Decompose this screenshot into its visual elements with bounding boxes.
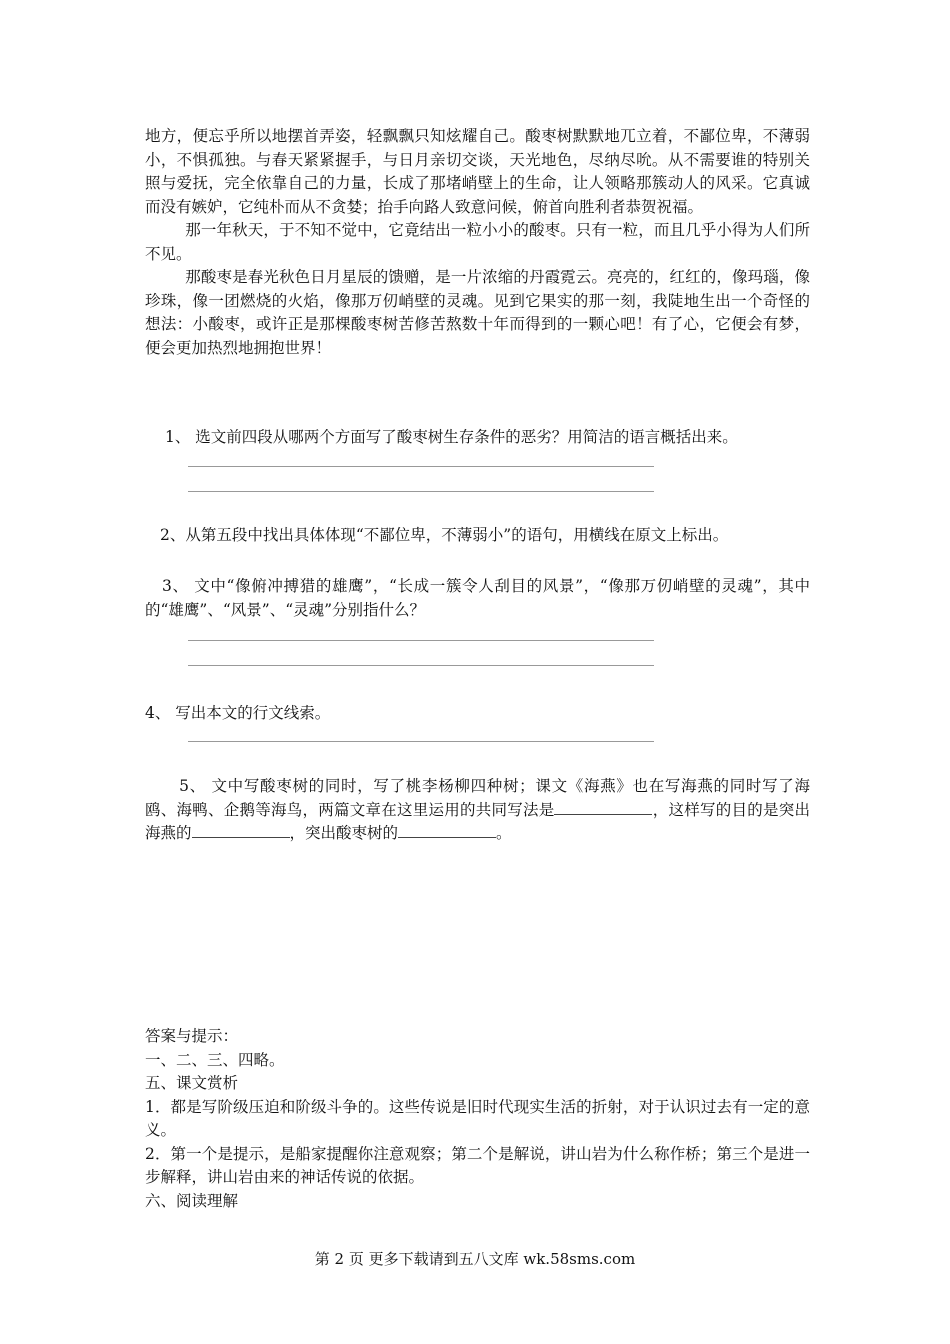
answer-line-q4[interactable]	[188, 741, 654, 742]
blank-suanzaoshu[interactable]	[398, 822, 496, 838]
answer-line-q1-a[interactable]	[188, 466, 654, 467]
page-footer: 第 2 页 更多下载请到五八文库 wk.58sms.com	[314, 1250, 636, 1268]
answers-heading: 答案与提示：	[145, 1027, 239, 1045]
answers-line-2: 五、课文赏析	[145, 1074, 239, 1092]
answers-section	[145, 1025, 810, 1213]
answers-line-4: 2．第一个是提示，是船家提醒你注意观察；第二个是解说，讲山岩为什么称作桥；第三个是进一步解释，讲山岩由来的神话传说的依据。	[145, 1144, 810, 1186]
passage-paragraph-1: 地方，便忘乎所以地摆首弄姿，轻飘飘只知炫耀自己。酸枣树默默地兀立着，不鄙位卑，不薄弱小，不惧孤独。与春天紧紧握手，与日月亲切交谈，天光地色，尽纳尽吮。从不需要谁的特别关照与爱抚，完全依靠自己的力量，长成了那堵峭壁上的生命，让人领略那簇动人的风采。它真诚而没有嫉妒，它纯朴而从不贪婪；抬手向路人致意问候，俯首向胜利者恭贺祝福。	[145, 127, 810, 216]
question-5: 5、 文中写酸枣树的同时，写了桃李杨柳四种树；课文《海燕》也在写海燕的同时写了海鸥、海鸭、企鹅等海鸟，两篇文章在这里运用的共同写法是 ，这样写的目的是突出海燕的 ，突出酸枣树的 。	[145, 777, 810, 842]
answer-line-q3-a[interactable]	[188, 640, 654, 641]
question-4: 4、 写出本文的行文线索。	[145, 704, 331, 722]
passage-paragraph-3: 那酸枣是春光秋色日月星辰的馈赠，是一片浓缩的丹霞霓云。亮亮的，红红的，像玛瑙，像珍珠，像一团燃烧的火焰，像那万仞峭壁的灵魂。见到它果实的那一刻，我陡地生出一个奇怪的想法：小酸枣，或许正是那棵酸枣树苦修苦熬数十年而得到的一颗心吧！有了心，它便会有梦，便会更加热烈地拥抱世界！	[145, 268, 810, 357]
answer-line-q3-b[interactable]	[188, 665, 654, 666]
passage-paragraph-2: 那一年秋天，于不知不觉中，它竟结出一粒小小的酸枣。只有一粒，而且几乎小得为人们所不见。	[145, 221, 810, 263]
answers-line-3: 1．都是写阶级压迫和阶级斗争的。这些传说是旧时代现实生活的折射，对于认识过去有一定的意义。	[145, 1097, 810, 1139]
answer-line-q1-b[interactable]	[188, 491, 654, 492]
question-2: 2、从第五段中找出具体体现“不鄙位卑，不薄弱小”的语句，用横线在原文上标出。	[160, 526, 729, 544]
answers-line-5: 六、阅读理解	[145, 1191, 239, 1210]
question-3: 3、 文中“像俯冲搏猎的雄鹰”，“长成一簇令人刮目的风景”，“像那万仞峭壁的灵魂”，其中的“雄鹰”、“风景”、“灵魂”分别指什么？	[145, 577, 810, 619]
question-1: 1、 选文前四段从哪两个方面写了酸枣树生存条件的恶劣？用简洁的语言概括出来。	[165, 428, 738, 446]
blank-common-method[interactable]	[554, 799, 652, 815]
passage	[145, 125, 810, 360]
answers-line-1: 一、二、三、四略。	[145, 1050, 285, 1069]
blank-haiyan[interactable]	[192, 822, 290, 838]
